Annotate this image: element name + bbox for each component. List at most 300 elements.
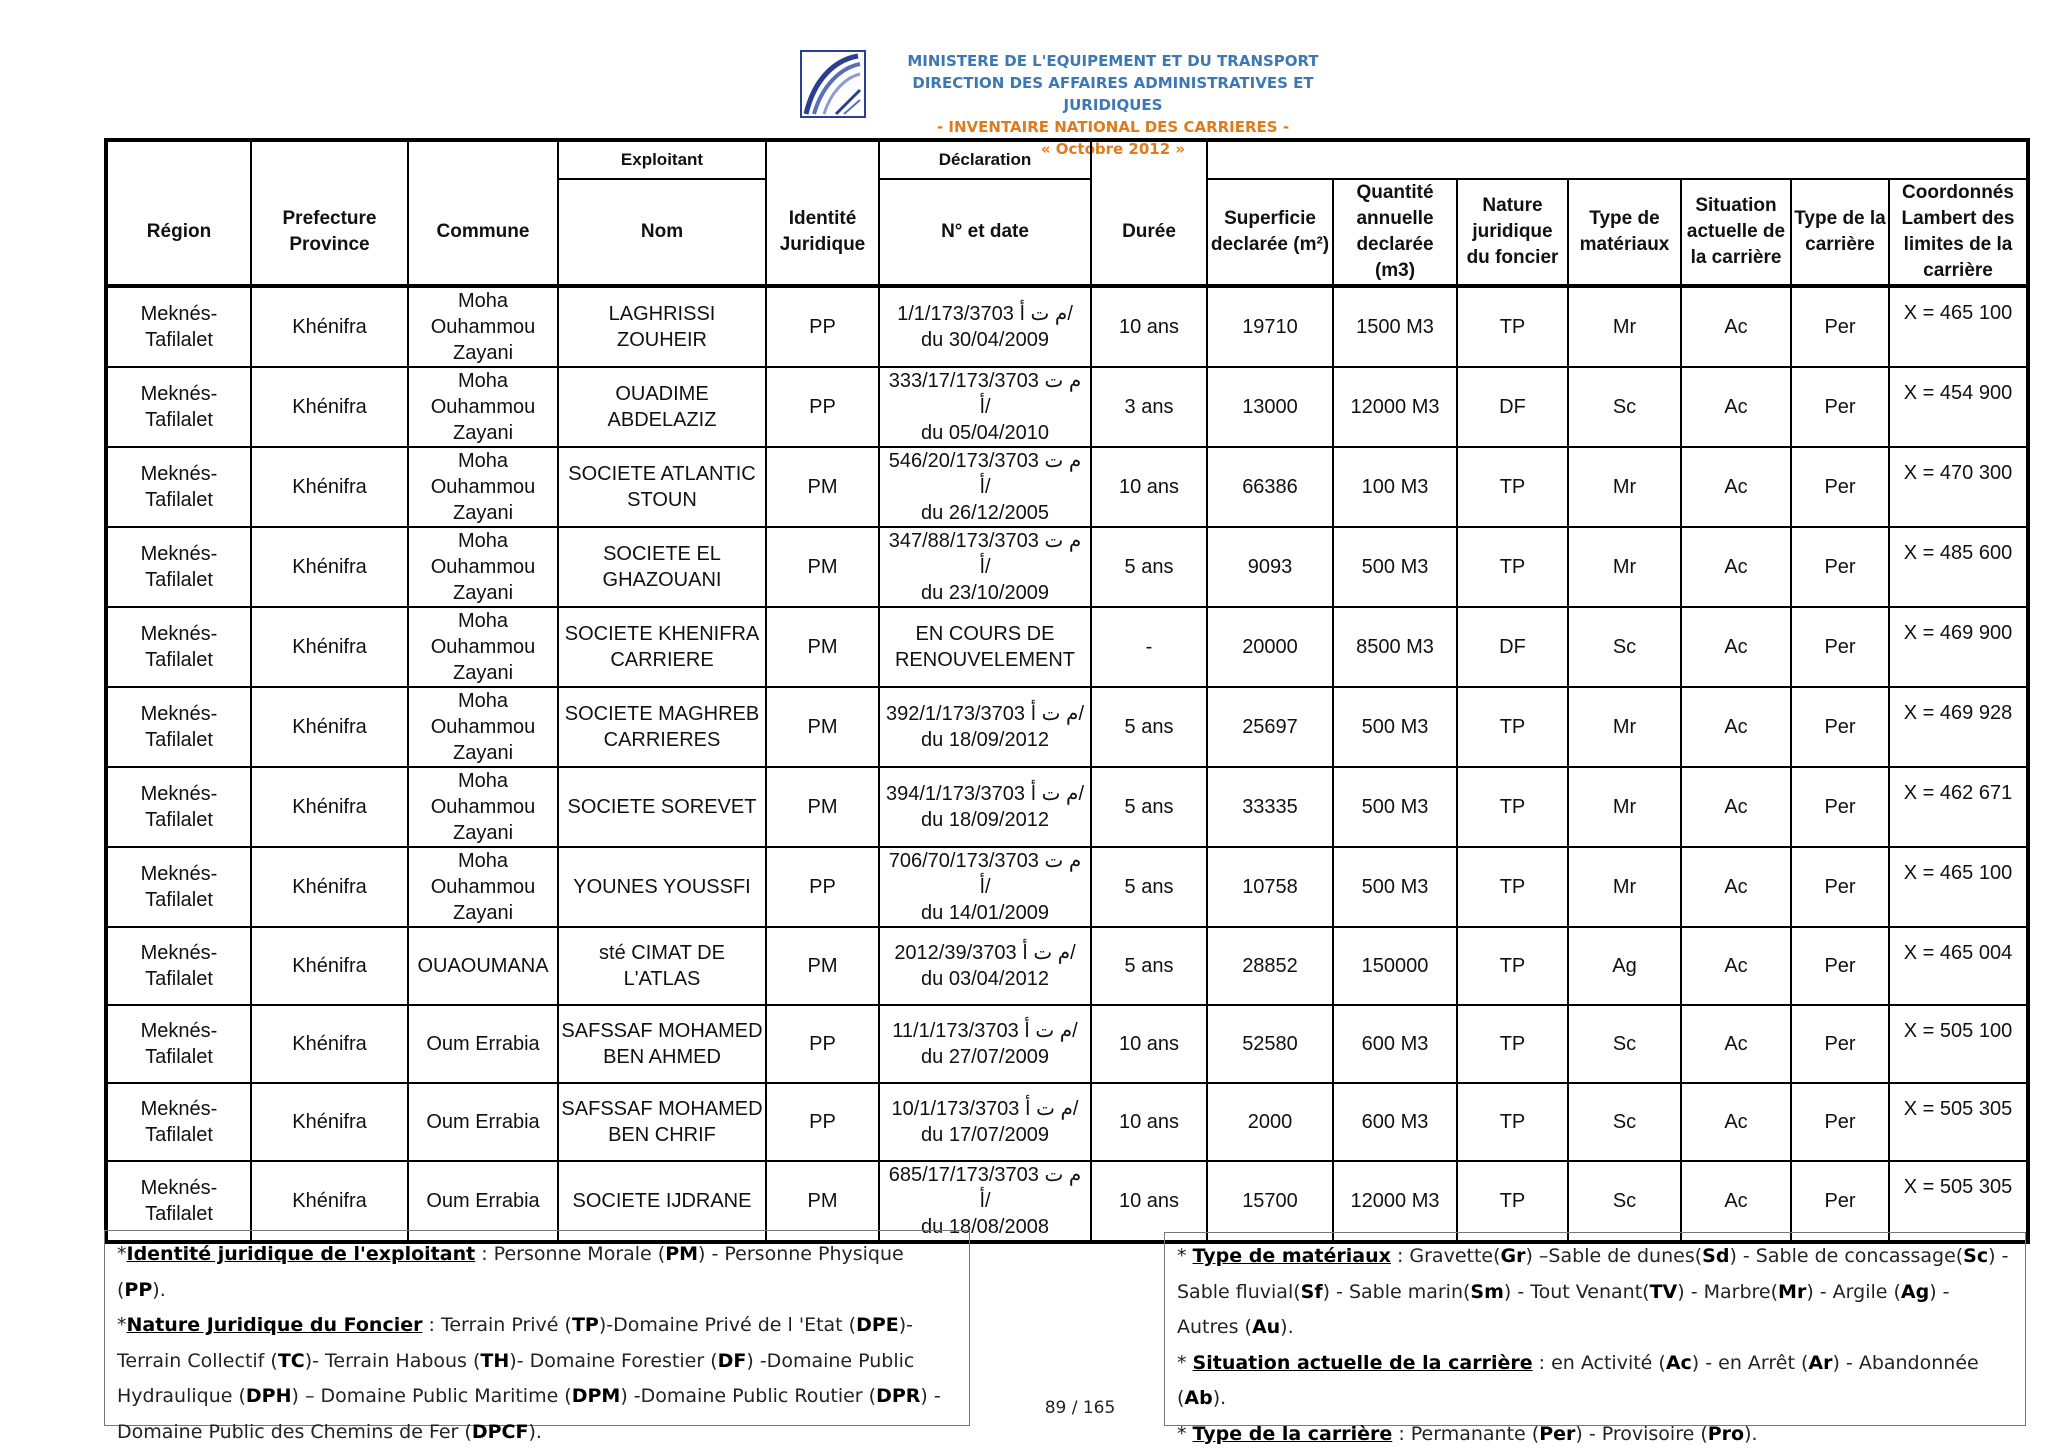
legend-identite-line: *Identité juridique de l'exploitant : Personne Morale (PM) - Personne Physique (PP). — [117, 1237, 957, 1308]
cell-materiaux: Ag — [1568, 927, 1681, 1005]
cell-region: Meknés-Tafilalet — [106, 527, 251, 607]
cell-superficie: 9093 — [1207, 527, 1333, 607]
legend-text-segment: ) - Sable de concassage( — [1729, 1245, 1963, 1267]
cell-declaration — [879, 447, 1091, 527]
document-header — [800, 46, 1360, 136]
cell-region: Meknés-Tafilalet — [106, 1083, 251, 1161]
ministry-logo-icon — [800, 50, 866, 118]
cell-quantite: 100 M3 — [1333, 447, 1457, 527]
cell-identite: PM — [766, 1161, 879, 1242]
legend-text-segment: ) - Marbre( — [1677, 1281, 1778, 1303]
cell-identite: PP — [766, 1083, 879, 1161]
cell-situation: Ac — [1681, 1161, 1791, 1242]
legend-code: Pro — [1708, 1423, 1744, 1445]
legend-code: Sm — [1470, 1281, 1503, 1303]
header-type-carriere: Type de la carrière — [1791, 179, 1889, 286]
cell-nature: DF — [1457, 367, 1568, 447]
legend-text-segment: ) –Sable de dunes( — [1525, 1245, 1702, 1267]
cell-materiaux: Mr — [1568, 286, 1681, 367]
legend-text-segment: : en Activité ( — [1533, 1352, 1666, 1374]
legend-code: TH — [480, 1350, 509, 1372]
group-header-declaration: Déclaration — [879, 140, 1091, 179]
cell-identite: PM — [766, 767, 879, 847]
cell-coordonnees: X = 469 900 — [1889, 607, 2028, 687]
cell-commune: Moha Ouhammou Zayani — [408, 687, 558, 767]
legend-code: Au — [1252, 1316, 1280, 1338]
cell-nom: SOCIETE SOREVET — [558, 767, 766, 847]
cell-commune: Oum Errabia — [408, 1161, 558, 1242]
legend-text-segment: : Personne Morale ( — [475, 1243, 665, 1265]
cell-region: Meknés-Tafilalet — [106, 286, 251, 367]
cell-identite: PP — [766, 847, 879, 927]
legend-code: TV — [1650, 1281, 1678, 1303]
cell-situation: Ac — [1681, 1005, 1791, 1083]
declaration-date: du 30/04/2009 — [882, 327, 1088, 353]
cell-superficie: 25697 — [1207, 687, 1333, 767]
cell-nature: TP — [1457, 1005, 1568, 1083]
cell-type: Per — [1791, 367, 1889, 447]
group-header-exploitant: Exploitant — [558, 140, 766, 179]
legend-code: Sc — [1963, 1245, 1988, 1267]
legend-code: TC — [278, 1350, 305, 1372]
declaration-number: 392/1/173/3703 م ت أ/ — [882, 701, 1088, 727]
legend-code: Ab — [1184, 1387, 1212, 1409]
cell-type: Per — [1791, 927, 1889, 1005]
legend-text-segment: : Terrain Privé ( — [422, 1314, 571, 1336]
legend-text-segment: ). — [1744, 1423, 1757, 1445]
cell-prefecture: Khénifra — [251, 687, 408, 767]
cell-coordonnees: X = 505 100 — [1889, 1005, 2028, 1083]
header-region: Région — [106, 179, 251, 286]
cell-declaration — [879, 286, 1091, 367]
cell-situation: Ac — [1681, 607, 1791, 687]
legend-type-text — [1392, 1423, 1757, 1445]
cell-declaration — [879, 607, 1091, 687]
header-nature: Nature juridique du foncier — [1457, 179, 1568, 286]
legend-code: Sd — [1702, 1245, 1729, 1267]
legend-juridique — [104, 1230, 970, 1426]
date-title: « Octobre 2012 » — [866, 138, 1360, 160]
legend-text-segment: ). — [152, 1279, 165, 1301]
legend-nature-title: Nature Juridique du Foncier — [127, 1314, 423, 1336]
cell-type: Per — [1791, 687, 1889, 767]
blank-header-cell — [766, 140, 879, 179]
cell-nature: DF — [1457, 607, 1568, 687]
legend-code: Per — [1539, 1423, 1575, 1445]
declaration-number: 10/1/173/3703 م ت أ/ — [882, 1096, 1088, 1122]
cell-prefecture: Khénifra — [251, 367, 408, 447]
cell-coordonnees: X = 470 300 — [1889, 447, 2028, 527]
legend-code: Sf — [1301, 1281, 1323, 1303]
cell-duree: 5 ans — [1091, 847, 1207, 927]
declaration-number: 2012/39/3703 م ت أ/ — [882, 940, 1088, 966]
header-nom: Nom — [558, 179, 766, 286]
declaration-date: du 26/12/2005 — [882, 500, 1088, 526]
declaration-number: 685/17/173/3703 م ت أ/ — [882, 1162, 1088, 1214]
declaration-date: du 17/07/2009 — [882, 1122, 1088, 1148]
legend-type-line: * Type de la carrière : Permanante (Per) - Provisoire (Pro). — [1177, 1417, 2013, 1452]
cell-nature: TP — [1457, 1083, 1568, 1161]
quarries-table — [104, 138, 2030, 1244]
cell-duree: 10 ans — [1091, 1005, 1207, 1083]
cell-nature: TP — [1457, 447, 1568, 527]
cell-coordonnees: X = 454 900 — [1889, 367, 2028, 447]
ministry-title: MINISTERE DE L'EQUIPEMENT ET DU TRANSPORT — [866, 50, 1360, 72]
legend-situation-title: Situation actuelle de la carrière — [1193, 1352, 1533, 1374]
cell-commune: Moha Ouhammou Zayani — [408, 767, 558, 847]
legend-text-segment: )- Domaine Forestier ( — [509, 1350, 717, 1372]
legend-text-segment: ) - Argile ( — [1806, 1281, 1901, 1303]
table-header-row — [106, 179, 2028, 286]
cell-region: Meknés-Tafilalet — [106, 927, 251, 1005]
declaration-date: du 23/10/2009 — [882, 580, 1088, 606]
cell-situation: Ac — [1681, 847, 1791, 927]
cell-nom: SAFSSAF MOHAMED BEN CHRIF — [558, 1083, 766, 1161]
legend-text-segment: ) -Domaine Public Routier ( — [620, 1385, 876, 1407]
header-identite: Identité Juridique — [766, 179, 879, 286]
cell-superficie: 2000 — [1207, 1083, 1333, 1161]
cell-quantite: 600 M3 — [1333, 1083, 1457, 1161]
cell-prefecture: Khénifra — [251, 447, 408, 527]
cell-commune: Moha Ouhammou Zayani — [408, 286, 558, 367]
blank-header-cell — [106, 140, 251, 179]
header-prefecture: Prefecture Province — [251, 179, 408, 286]
cell-quantite: 150000 — [1333, 927, 1457, 1005]
cell-type: Per — [1791, 607, 1889, 687]
legend-text-segment: ) - Sable fluvial( — [1177, 1245, 2008, 1303]
declaration-number: 11/1/173/3703 م ت أ/ — [882, 1018, 1088, 1044]
cell-region: Meknés-Tafilalet — [106, 847, 251, 927]
legend-identite-title: Identité juridique de l'exploitant — [127, 1243, 476, 1265]
cell-duree: 5 ans — [1091, 527, 1207, 607]
legend-text-segment: ) - Abandonnée ( — [1177, 1352, 1979, 1410]
cell-materiaux: Sc — [1568, 607, 1681, 687]
inventory-title: - INVENTAIRE NATIONAL DES CARRIERES - — [866, 116, 1360, 138]
declaration-number: 706/70/173/3703 م ت أ/ — [882, 848, 1088, 900]
cell-type: Per — [1791, 447, 1889, 527]
declaration-date: du 18/09/2012 — [882, 807, 1088, 833]
cell-coordonnees: X = 485 600 — [1889, 527, 2028, 607]
legend-text-segment: ). — [1280, 1316, 1293, 1338]
legend-code: Ac — [1666, 1352, 1692, 1374]
cell-commune: OUAOUMANA — [408, 927, 558, 1005]
cell-quantite: 500 M3 — [1333, 847, 1457, 927]
cell-quantite: 500 M3 — [1333, 527, 1457, 607]
legend-code: Mr — [1778, 1281, 1806, 1303]
blank-header-cell — [1091, 140, 1207, 179]
cell-commune: Moha Ouhammou Zayani — [408, 447, 558, 527]
cell-superficie: 15700 — [1207, 1161, 1333, 1242]
cell-nom: LAGHRISSI ZOUHEIR — [558, 286, 766, 367]
cell-materiaux: Mr — [1568, 847, 1681, 927]
cell-declaration — [879, 1005, 1091, 1083]
legend-materiaux-title: Type de matériaux — [1193, 1245, 1391, 1267]
cell-materiaux: Mr — [1568, 447, 1681, 527]
legend-nature-line: *Nature Juridique du Foncier : Terrain Privé (TP)-Domaine Privé de l 'Etat (DPE)- Terrain Collectif (TC)- Terrain Habous (TH)- Domaine Forestier (DF) -Domaine Public Hydraulique (DPH) – Domaine Public Maritime (DPM) -Domaine Public Routier (DPR) - Domaine Public des Chemins de Fer (DPCF). — [117, 1308, 957, 1450]
cell-nom: SOCIETE KHENIFRA CARRIERE — [558, 607, 766, 687]
cell-nature: TP — [1457, 286, 1568, 367]
legend-text-segment: ) - Provisoire ( — [1575, 1423, 1707, 1445]
table-row — [106, 367, 2028, 447]
cell-superficie: 52580 — [1207, 1005, 1333, 1083]
cell-coordonnees: X = 505 305 — [1889, 1161, 2028, 1242]
table-row — [106, 687, 2028, 767]
cell-nom: YOUNES YOUSSFI — [558, 847, 766, 927]
cell-coordonnees: X = 465 100 — [1889, 286, 2028, 367]
cell-materiaux: Sc — [1568, 1083, 1681, 1161]
declaration-number: 347/88/173/3703 م ت أ/ — [882, 528, 1088, 580]
cell-nom: SOCIETE MAGHREB CARRIERES — [558, 687, 766, 767]
legend-text-segment: : Permanante ( — [1392, 1423, 1539, 1445]
cell-prefecture: Khénifra — [251, 847, 408, 927]
table-group-header-row — [106, 140, 2028, 179]
cell-superficie: 20000 — [1207, 607, 1333, 687]
cell-quantite: 12000 M3 — [1333, 367, 1457, 447]
cell-commune: Oum Errabia — [408, 1083, 558, 1161]
cell-duree: 5 ans — [1091, 767, 1207, 847]
cell-declaration — [879, 527, 1091, 607]
table-row — [106, 286, 2028, 367]
legend-code: DPR — [876, 1385, 920, 1407]
cell-nature: TP — [1457, 687, 1568, 767]
declaration-date: du 18/08/2008 — [882, 1214, 1088, 1240]
declaration-date: du 14/01/2009 — [882, 900, 1088, 926]
legend-code: Gr — [1501, 1245, 1526, 1267]
cell-coordonnees: X = 469 928 — [1889, 687, 2028, 767]
legend-text-segment: )-Domaine Privé de l 'Etat ( — [599, 1314, 856, 1336]
cell-superficie: 33335 — [1207, 767, 1333, 847]
cell-region: Meknés-Tafilalet — [106, 1161, 251, 1242]
cell-prefecture: Khénifra — [251, 1161, 408, 1242]
cell-nom: SAFSSAF MOHAMED BEN AHMED — [558, 1005, 766, 1083]
legend-text-segment: )- Terrain Collectif ( — [117, 1314, 913, 1372]
cell-identite: PM — [766, 607, 879, 687]
cell-identite: PP — [766, 367, 879, 447]
cell-coordonnees: X = 505 305 — [1889, 1083, 2028, 1161]
header-situation: Situation actuelle de la carrière — [1681, 179, 1791, 286]
cell-duree: 5 ans — [1091, 687, 1207, 767]
cell-nature: TP — [1457, 767, 1568, 847]
cell-situation: Ac — [1681, 286, 1791, 367]
cell-duree: - — [1091, 607, 1207, 687]
cell-prefecture: Khénifra — [251, 527, 408, 607]
cell-region: Meknés-Tafilalet — [106, 607, 251, 687]
legend-text-segment: ) - Domaine Public des Chemins de Fer ( — [117, 1385, 941, 1443]
cell-situation: Ac — [1681, 527, 1791, 607]
cell-materiaux: Mr — [1568, 687, 1681, 767]
header-superficie: Superficie declarée (m²) — [1207, 179, 1333, 286]
table-row — [106, 927, 2028, 1005]
cell-commune: Moha Ouhammou Zayani — [408, 607, 558, 687]
cell-situation: Ac — [1681, 767, 1791, 847]
cell-quantite: 12000 M3 — [1333, 1161, 1457, 1242]
cell-nom: SOCIETE IJDRANE — [558, 1161, 766, 1242]
cell-type: Per — [1791, 286, 1889, 367]
cell-prefecture: Khénifra — [251, 1005, 408, 1083]
legend-text-segment: ) -Domaine Public Hydraulique ( — [117, 1350, 914, 1408]
cell-materiaux: Mr — [1568, 767, 1681, 847]
cell-situation: Ac — [1681, 447, 1791, 527]
blank-header-cell — [408, 140, 558, 179]
cell-coordonnees: X = 465 100 — [1889, 847, 2028, 927]
table-row — [106, 1005, 2028, 1083]
cell-region: Meknés-Tafilalet — [106, 447, 251, 527]
cell-type: Per — [1791, 767, 1889, 847]
legend-code: Ag — [1901, 1281, 1929, 1303]
cell-declaration — [879, 927, 1091, 1005]
cell-declaration — [879, 687, 1091, 767]
cell-identite: PM — [766, 527, 879, 607]
cell-materiaux: Sc — [1568, 367, 1681, 447]
declaration-date: du 03/04/2012 — [882, 966, 1088, 992]
cell-region: Meknés-Tafilalet — [106, 1005, 251, 1083]
declaration-number: EN COURS DE — [882, 621, 1088, 647]
table-body — [106, 286, 2028, 1242]
blank-header-cell — [1207, 140, 2028, 179]
declaration-date: RENOUVELEMENT — [882, 647, 1088, 673]
cell-prefecture: Khénifra — [251, 927, 408, 1005]
cell-duree: 3 ans — [1091, 367, 1207, 447]
cell-duree: 5 ans — [1091, 927, 1207, 1005]
legend-text-segment: ) - Autres ( — [1177, 1281, 1950, 1339]
legend-situation-line: * Situation actuelle de la carrière : en Activité (Ac) - en Arrêt (Ar) - Abandonnée (Ab). — [1177, 1346, 2013, 1417]
cell-nature: TP — [1457, 1161, 1568, 1242]
cell-declaration — [879, 1083, 1091, 1161]
cell-declaration — [879, 767, 1091, 847]
legend-code: PM — [665, 1243, 698, 1265]
header-type-materiaux: Type de matériaux — [1568, 179, 1681, 286]
legend-code: TP — [572, 1314, 599, 1336]
cell-situation: Ac — [1681, 367, 1791, 447]
legend-text-segment: ) – Domaine Public Maritime ( — [292, 1385, 572, 1407]
header-duree: Durée — [1091, 179, 1207, 286]
legend-text-segment: ) - Tout Venant( — [1504, 1281, 1650, 1303]
legend-text-segment: ) - Sable marin( — [1323, 1281, 1471, 1303]
legend-code: DPCF — [472, 1421, 529, 1443]
table-row — [106, 1083, 2028, 1161]
cell-identite: PP — [766, 286, 879, 367]
legend-code: Ar — [1808, 1352, 1832, 1374]
legend-code: PP — [124, 1279, 152, 1301]
cell-identite: PP — [766, 1005, 879, 1083]
cell-duree: 10 ans — [1091, 1161, 1207, 1242]
header-num-date: N° et date — [879, 179, 1091, 286]
cell-type: Per — [1791, 1161, 1889, 1242]
cell-nature: TP — [1457, 847, 1568, 927]
header-commune: Commune — [408, 179, 558, 286]
cell-duree: 10 ans — [1091, 286, 1207, 367]
cell-nom: SOCIETE ATLANTIC STOUN — [558, 447, 766, 527]
cell-declaration — [879, 367, 1091, 447]
cell-region: Meknés-Tafilalet — [106, 767, 251, 847]
cell-nom: SOCIETE EL GHAZOUANI — [558, 527, 766, 607]
cell-nature: TP — [1457, 927, 1568, 1005]
blank-header-cell — [251, 140, 408, 179]
cell-materiaux: Sc — [1568, 1161, 1681, 1242]
legend-text-segment: )- Terrain Habous ( — [305, 1350, 481, 1372]
cell-prefecture: Khénifra — [251, 607, 408, 687]
legend-text-segment: : Gravette( — [1391, 1245, 1501, 1267]
cell-coordonnees: X = 465 004 — [1889, 927, 2028, 1005]
cell-superficie: 19710 — [1207, 286, 1333, 367]
page-number: 89 / 165 — [1000, 1398, 1160, 1418]
cell-region: Meknés-Tafilalet — [106, 367, 251, 447]
cell-quantite: 1500 M3 — [1333, 286, 1457, 367]
cell-situation: Ac — [1681, 927, 1791, 1005]
legend-carriere — [1164, 1232, 2026, 1426]
cell-identite: PM — [766, 447, 879, 527]
cell-quantite: 500 M3 — [1333, 687, 1457, 767]
legend-text-segment: ). — [1213, 1387, 1226, 1409]
table-row — [106, 767, 2028, 847]
legend-text-segment: ) - Personne Physique ( — [117, 1243, 904, 1301]
cell-prefecture: Khénifra — [251, 767, 408, 847]
cell-superficie: 10758 — [1207, 847, 1333, 927]
declaration-number: 546/20/173/3703 م ت أ/ — [882, 448, 1088, 500]
cell-commune: Moha Ouhammou Zayani — [408, 847, 558, 927]
declaration-date: du 27/07/2009 — [882, 1044, 1088, 1070]
table-row — [106, 607, 2028, 687]
cell-quantite: 600 M3 — [1333, 1005, 1457, 1083]
header-quantite: Quantité annuelle declarée (m3) — [1333, 179, 1457, 286]
declaration-number: 1/1/173/3703 م ت أ/ — [882, 301, 1088, 327]
legend-type-title: Type de la carrière — [1193, 1423, 1393, 1445]
cell-identite: PM — [766, 687, 879, 767]
cell-prefecture: Khénifra — [251, 286, 408, 367]
declaration-date: du 18/09/2012 — [882, 727, 1088, 753]
cell-commune: Moha Ouhammou Zayani — [408, 367, 558, 447]
cell-type: Per — [1791, 1083, 1889, 1161]
legend-code: DF — [718, 1350, 747, 1372]
cell-superficie: 13000 — [1207, 367, 1333, 447]
legend-text-segment: ). — [528, 1421, 541, 1443]
cell-identite: PM — [766, 927, 879, 1005]
cell-type: Per — [1791, 847, 1889, 927]
cell-duree: 10 ans — [1091, 1083, 1207, 1161]
cell-commune: Oum Errabia — [408, 1005, 558, 1083]
legend-materiaux-line: * Type de matériaux : Gravette(Gr) –Sable de dunes(Sd) - Sable de concassage(Sc) - Sable fluvial(Sf) - Sable marin(Sm) - Tout Venant(TV) - Marbre(Mr) - Argile (Ag) - Autres (Au). — [1177, 1239, 2013, 1346]
declaration-date: du 05/04/2010 — [882, 420, 1088, 446]
cell-duree: 10 ans — [1091, 447, 1207, 527]
cell-quantite: 500 M3 — [1333, 767, 1457, 847]
cell-quantite: 8500 M3 — [1333, 607, 1457, 687]
cell-region: Meknés-Tafilalet — [106, 687, 251, 767]
direction-title: DIRECTION DES AFFAIRES ADMINISTRATIVES ET JURIDIQUES — [866, 72, 1360, 116]
cell-materiaux: Sc — [1568, 1005, 1681, 1083]
cell-commune: Moha Ouhammou Zayani — [408, 527, 558, 607]
legend-code: DPE — [856, 1314, 899, 1336]
cell-prefecture: Khénifra — [251, 1083, 408, 1161]
cell-type: Per — [1791, 1005, 1889, 1083]
cell-nature: TP — [1457, 527, 1568, 607]
declaration-number: 333/17/173/3703 م ت أ/ — [882, 368, 1088, 420]
quarries-table-wrapper — [104, 138, 2026, 1220]
table-row — [106, 527, 2028, 607]
cell-superficie: 28852 — [1207, 927, 1333, 1005]
cell-materiaux: Mr — [1568, 527, 1681, 607]
cell-type: Per — [1791, 527, 1889, 607]
cell-situation: Ac — [1681, 1083, 1791, 1161]
cell-coordonnees: X = 462 671 — [1889, 767, 2028, 847]
cell-nom: OUADIME ABDELAZIZ — [558, 367, 766, 447]
cell-declaration — [879, 847, 1091, 927]
cell-situation: Ac — [1681, 687, 1791, 767]
table-row — [106, 847, 2028, 927]
legend-text-segment: ) - en Arrêt ( — [1692, 1352, 1809, 1374]
legend-code: DPH — [246, 1385, 292, 1407]
table-row — [106, 447, 2028, 527]
declaration-number: 394/1/173/3703 م ت أ/ — [882, 781, 1088, 807]
